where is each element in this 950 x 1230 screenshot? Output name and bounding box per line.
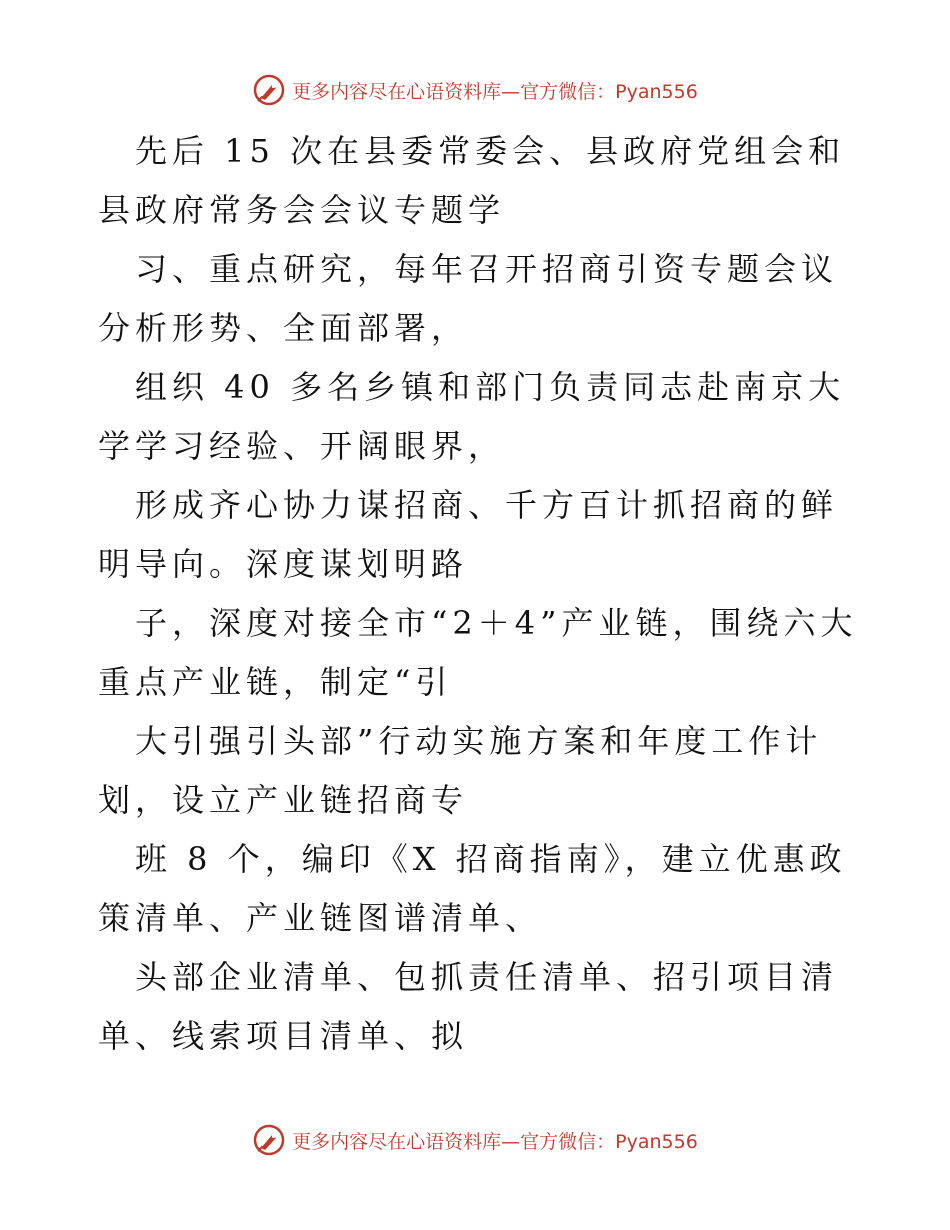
paragraph: 先后 15 次在县委常委会、县政府党组会和县政府常务会会议专题学 <box>98 132 846 229</box>
pen-nib-logo-icon <box>252 73 286 107</box>
paragraph: 头部企业清单、包抓责任清单、招引项目清单、线索项目清单、拟 <box>98 958 839 1055</box>
paragraph: 形成齐心协力谋招商、千方百计抓招商的鲜明导向。深度谋划明路 <box>98 486 839 583</box>
paragraph: 子，深度对接全市“2＋4”产业链，围绕六大重点产业链，制定“引 <box>98 604 858 701</box>
footer-banner <box>0 1120 950 1160</box>
paragraph: 组织 40 多名乡镇和部门负责同志赴南京大学学习经验、开阔眼界， <box>98 368 846 465</box>
header-banner <box>0 70 950 110</box>
header-banner-text: 更多内容尽在心语资料库—官方微信：Pyan556 <box>292 80 698 103</box>
document-body <box>98 122 858 1066</box>
pen-nib-logo-icon <box>252 1123 286 1157</box>
paragraph: 大引强引头部”行动实施方案和年度工作计划，设立产业链招商专 <box>98 722 823 819</box>
paragraph: 班 8 个，编印《X 招商指南》，建立优惠政策清单、产业链图谱清单、 <box>98 840 847 937</box>
footer-banner-text: 更多内容尽在心语资料库—官方微信：Pyan556 <box>292 1130 698 1153</box>
paragraph: 习、重点研究，每年召开招商引资专题会议分析形势、全面部署， <box>98 250 839 347</box>
